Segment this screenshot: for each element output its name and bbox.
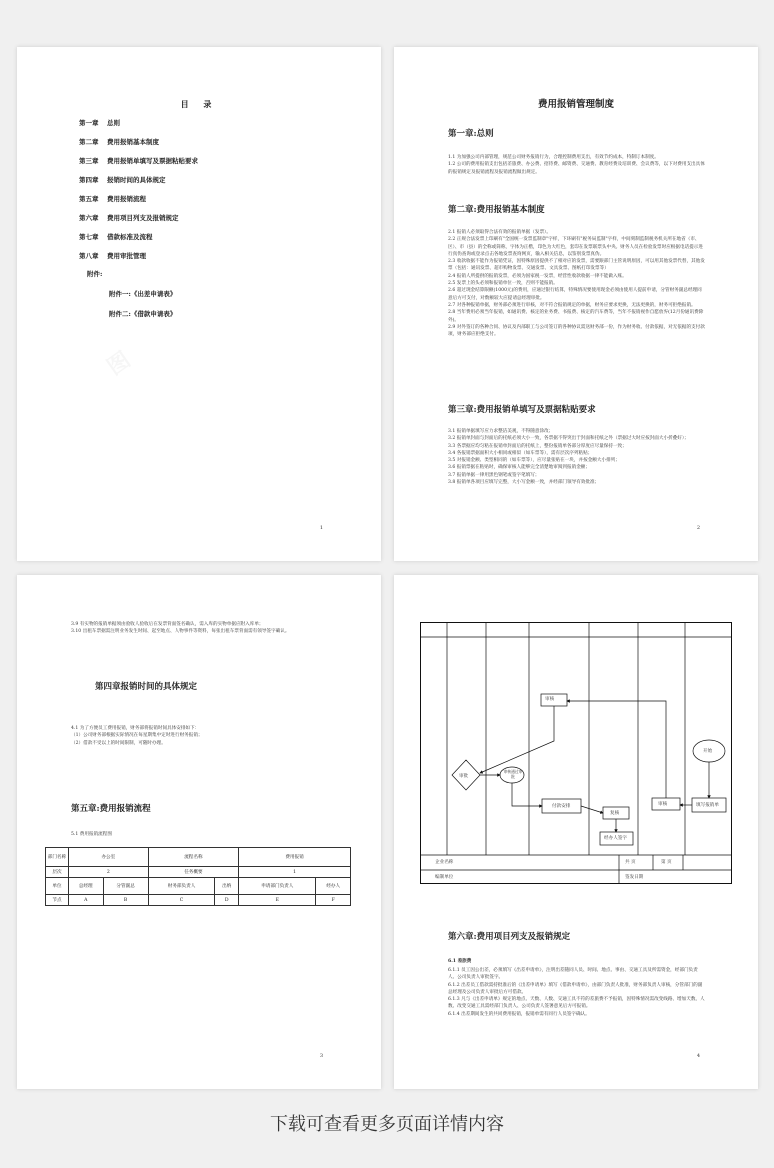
page-1	[17, 47, 381, 561]
chapter-body	[448, 229, 706, 338]
table-cell: 单位	[46, 878, 69, 895]
page-number: 1	[319, 525, 323, 531]
chapter-body	[448, 428, 706, 486]
chapter-body	[71, 725, 329, 747]
page-number: 2	[696, 525, 700, 531]
table-cell: 办公室	[69, 848, 149, 867]
flow-label: 复核	[610, 811, 620, 816]
flow-footer-label: 企业名称	[435, 860, 454, 865]
paragraph: 6.1.4 出差期间发生的共同费用报销，报销单需有同行人员签字确认。	[448, 1011, 590, 1017]
toc-item[interactable]	[79, 118, 120, 127]
table-cell: 出纳	[215, 878, 239, 895]
toc-chapter-number: 第六章	[79, 214, 99, 222]
flow-label: 审核	[658, 802, 668, 807]
toc-chapter-number: 第一章	[79, 119, 99, 127]
toc-chapter-title: 费用报销单填写及票据粘贴要求	[107, 157, 198, 165]
chapter-heading: 第六章:费用项目列支及报销规定	[448, 932, 571, 942]
table-cell: 费用报销	[239, 848, 351, 867]
toc-title: 目 录	[180, 99, 218, 109]
paragraph: （1）公司财务部根据实际情况在每星期集中定时进行财务报销；	[71, 733, 203, 739]
table-cell: 任务概要	[148, 867, 238, 878]
paragraph: 2.9 对外签订的各种合同、协议及内部职工与公司签订的各种协议需送财务部一份，作为财务收、付款依据，对无依据的支付款项，财务部应拒绝支付。	[448, 324, 705, 338]
paragraph: 3.3 各票据应均匀粘在报销单封面后的托纸上，整份报销单各部分厚度应尽量保持一致；	[448, 443, 627, 449]
paragraph: 3.4 各报销票据面积大小相同或相似（如车票等），需有层次序列粘贴；	[448, 450, 593, 456]
toc-item[interactable]	[79, 213, 179, 222]
download-more-text[interactable]: 下载可查看更多页面详情内容	[270, 1114, 504, 1135]
table-cell: B	[103, 895, 148, 906]
toc-chapter-title: 借款标准及流程	[107, 233, 153, 241]
paragraph: 6.1.1 员工因公出差，必须填写《出差申请单》，注明出差随同人员、时间、地点、事由、交通工具及所需资金，经部门负责人、公司负责人审批签字。	[448, 968, 698, 981]
table-cell: 总经理	[69, 878, 104, 895]
paragraph: 2.1 报销人必须取得合法有效的报销单据（发票）。	[448, 230, 551, 235]
paragraph: 2.2 正规合法发票上印刷有"全国统一发票监制章"字样，下环刷有"税务局监制"字样，中间刻制监制税务机关所在地省（市、区）、市（县）的全称或简称，字体为正楷，印色为大红色，套印在发票联票头中央。财务人员在检验发票时应根据电话提示进行真伪查询或登录点击各地发票查询网页，输入相关信息，以鉴别发票真伪。	[448, 237, 703, 257]
toc-chapter-title: 报销时间的具体规定	[107, 176, 166, 184]
table-cell: 节点	[46, 895, 69, 906]
section-heading: 6.1 差旅费	[448, 959, 472, 964]
flow-label: 审核通过审批	[503, 769, 523, 779]
table-cell: F	[316, 895, 351, 906]
table-cell: 1	[239, 867, 351, 878]
process-info-table	[45, 847, 351, 906]
chapter-heading: 第三章:费用报销单填写及票据粘贴要求	[448, 405, 596, 415]
page-3	[17, 575, 381, 1089]
page-2	[394, 47, 758, 561]
toc-item[interactable]	[79, 194, 146, 203]
chapter-heading: 第一章:总则	[448, 129, 494, 139]
flow-label: 开始	[703, 749, 713, 754]
paragraph: 3.1 报销单据填写应力求整洁美观，不得随意涂改；	[448, 429, 554, 434]
toc-chapter-number: 第二章	[79, 138, 99, 146]
table-cell: A	[69, 895, 104, 906]
paragraph: 3.2 报销单封面与封面后的托纸必须大小一致，各票据不得突出于封面和托纸之外（票据过大时应按封面大小折叠好）；	[448, 436, 689, 442]
doc-title: 费用报销管理制度	[537, 99, 614, 110]
flow-footer-label: 编制单位	[435, 875, 454, 880]
flow-label: 经办人签字	[604, 836, 627, 841]
paragraph: 4.1 为了方便员工费用报销，财务部将报销时间具体安排如下：	[71, 726, 200, 731]
chapter-heading: 第四章报销时间的具体规定	[95, 682, 198, 692]
table-cell: 经办人	[316, 878, 351, 895]
table-cell: 分管副总	[103, 878, 148, 895]
chapter-body	[448, 967, 706, 1018]
appendix-item: 附件一:《出差申请表》	[109, 290, 177, 298]
paragraph: 1.2 公司的费用报销支出包括差旅费、办公费、招待费、邮资费、交通费、教育经费及培训费、会议费等，以下对费用支出具体的报销规定及报销流程及报销流程做出规定。	[448, 162, 705, 175]
table-cell: 流程名称	[148, 848, 238, 867]
paragraph: （2）借款不受以上的时间限制，可随时办理。	[71, 740, 166, 746]
paragraph: 2.4 报销人所提供的报销发票，必须为国家税一发票，经营性收款收据一律不能做入账。	[448, 273, 627, 279]
page-4	[394, 575, 758, 1089]
appendix-label: 附件:	[87, 270, 103, 278]
flow-label: 填写报销单	[696, 803, 719, 808]
paragraph: 3.6 报销票据在粘贴时，确保审核人能够完全清楚地审阅到报销金额；	[448, 465, 590, 471]
table-cell: 财务部负责人	[148, 878, 215, 895]
toc-item[interactable]	[79, 175, 166, 184]
toc-chapter-number: 第五章	[79, 195, 99, 203]
page-number: 4	[696, 1053, 700, 1059]
flow-footer-label: 共 页	[625, 860, 636, 865]
paragraph: 1.1 为加强公司内部管理，规范公司财务报销行为，合理控制费用支出，有效节约成本，特制订本制度。	[448, 155, 659, 160]
toc-chapter-title: 费用报销基本制度	[107, 138, 159, 146]
table-cell: 层次	[46, 867, 69, 878]
flow-footer-label: 第 页	[661, 860, 672, 865]
toc-chapter-number: 第三章	[79, 157, 99, 165]
table-cell: E	[239, 895, 316, 906]
continued-body	[71, 621, 329, 636]
flow-footer-label: 签发日期	[625, 875, 644, 880]
table-cell: 部门名称	[46, 848, 69, 867]
toc-item[interactable]	[79, 232, 153, 241]
table-cell: C	[148, 895, 215, 906]
toc-chapter-title: 总则	[107, 119, 120, 127]
paragraph: 3.9 有实物的报销单据须由验收人验收后在发票背面签名确认，需入库的实物单据应附入库单；	[71, 622, 264, 627]
table-cell: D	[215, 895, 239, 906]
toc-chapter-title: 费用审批管理	[107, 252, 146, 260]
toc-item[interactable]	[79, 251, 146, 260]
paragraph: 2.6 超过现金结算限额(1000元)的费用，应通过银行结算，特殊情况要使用现金必须由使用人提前申请，分管财务副总经理同意后方可支付，对数额较大应提请总经理审批。	[448, 288, 702, 301]
paragraph: 2.7 对各种报销单据，财务部必须进行审核，对不符合报销规定的单据，财务应要求更换，无法更换的，财务可拒绝报销。	[448, 302, 696, 308]
chapter-body	[448, 154, 706, 176]
chapter-heading: 第五章:费用报销流程	[71, 804, 151, 814]
page-number: 3	[319, 1053, 323, 1059]
paragraph: 2.5 发票上的头必须和报销单位一致，否则不能报销。	[448, 281, 558, 287]
paragraph: 3.10 出租车票据需注明业务发生时间、起至地点、人物事件等资料，每张出租车票背面需有领导签字确认。	[71, 629, 290, 635]
flow-label: 审核	[545, 697, 555, 702]
toc-chapter-number: 第四章	[79, 176, 99, 184]
table-cell: 申请部门负责人	[239, 878, 316, 895]
paragraph: 2.3 收款收据不能作为报销凭证，因特殊原因提供不了相对应的发票，需要跟部门主管说明原因，可以用其他发票代替，其他发票（包括：通讯发票、超市购物发票、交通发票、文具发票、图纸打印发票等）	[448, 259, 705, 272]
flow-label: 审批	[459, 774, 469, 779]
subheading: 5.1 费用报销流程图	[71, 832, 112, 837]
flowchart	[420, 622, 732, 884]
flowchart-graphic	[421, 623, 731, 883]
paragraph: 2.8 当年费用必须当年报销，如通讯费、核定的业务费、书报费、核定的汽车费等，当年不报销视作自愿放弃(12月份通讯费除外)。	[448, 310, 704, 323]
table-cell: 2	[69, 867, 149, 878]
watermark	[100, 343, 136, 381]
paragraph: 6.1.2 出差员工借款需持批准后的《出差申请单》填写《借款申请单》，由部门负责人批准，财务部负责人审核，分管部门的副总经理及公司负责人审批后方可借款。	[448, 982, 703, 995]
paragraph: 3.7 报销单据一律用黑色钢笔或签字笔填写；	[448, 472, 540, 478]
toc-chapter-title: 费用项目列支及报销规定	[107, 214, 179, 222]
toc-chapter-title: 费用报销流程	[107, 195, 146, 203]
paragraph: 3.8 报销单各项目应填写完整，大小写金额一致，并经部门领导有效批准；	[448, 480, 600, 486]
appendix-item: 附件二:《借款申请表》	[109, 310, 177, 318]
toc-chapter-number: 第七章	[79, 233, 99, 241]
toc-chapter-number: 第八章	[79, 252, 99, 260]
flow-label: 付款安排	[552, 804, 571, 809]
chapter-heading: 第二章:费用报销基本制度	[448, 205, 545, 215]
toc-item[interactable]	[79, 137, 159, 146]
paragraph: 6.1.3 凡与《出差申请单》规定的地点、天数、人数、交通工具不符的差旅费不予报销，因特殊情况需改变线路、增加天数、人数、改变交通工具需经部门负责人、公司负责人签署意见后方可报销。	[448, 997, 705, 1010]
toc-item[interactable]	[79, 156, 198, 165]
paragraph: 3.5 对报销金额、类型相同的（如车票等），应尽量张贴在一块，并按金额大小排列；	[448, 458, 620, 464]
